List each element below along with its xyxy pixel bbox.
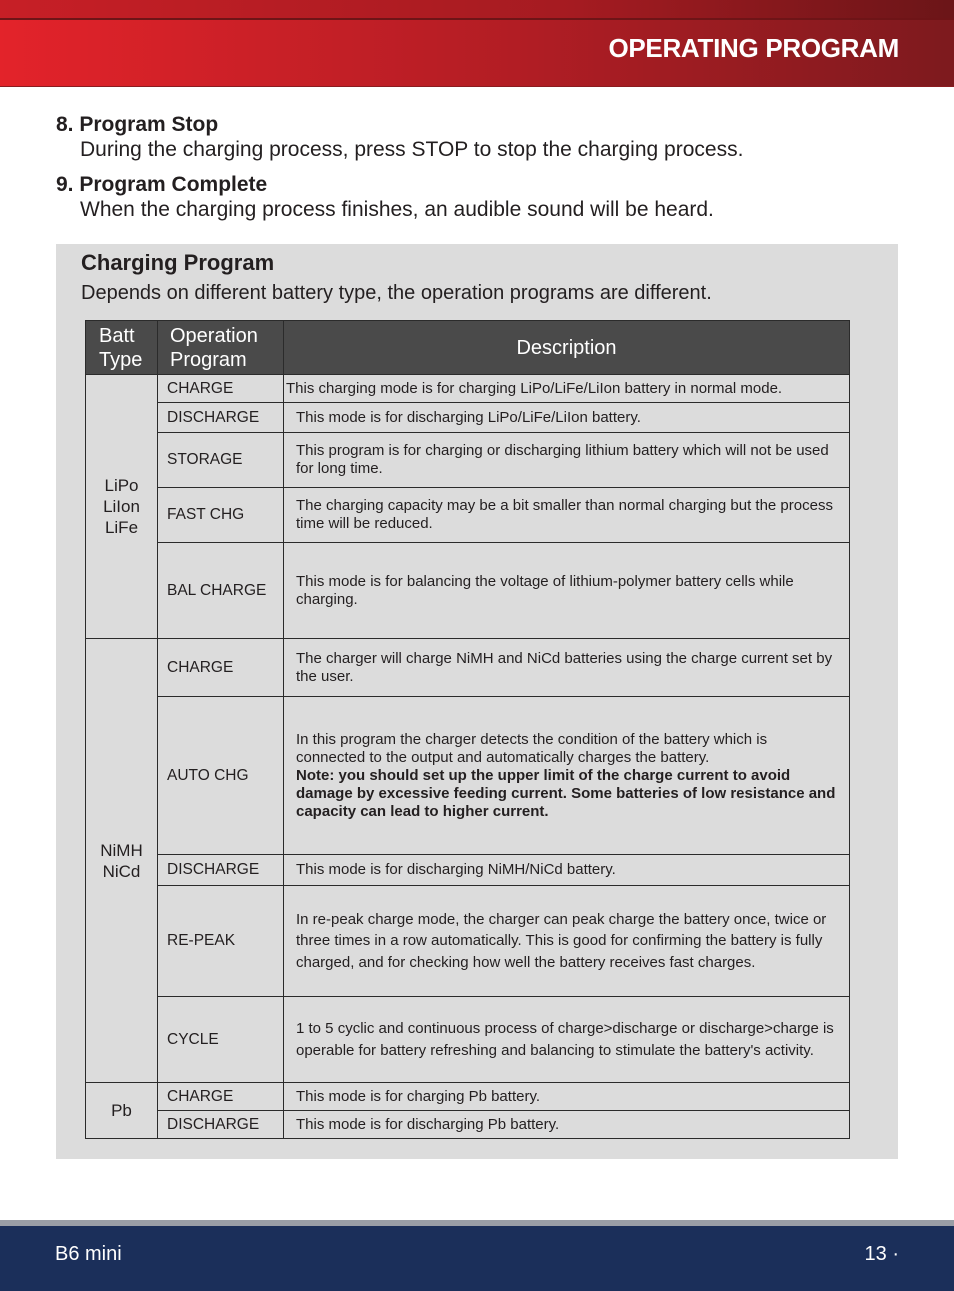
charging-program-panel — [56, 244, 898, 1159]
table-row — [86, 886, 850, 997]
section-program-complete — [56, 173, 714, 222]
header-description: Description — [284, 321, 850, 375]
table-row — [86, 488, 850, 543]
table-row — [86, 997, 850, 1083]
panel-title: Charging Program — [81, 250, 275, 275]
header-stripe — [0, 0, 954, 20]
op-cell: DISCHARGE — [158, 1111, 284, 1139]
section-text: During the charging process, press STOP to stop the charging process. — [80, 138, 744, 161]
panel-subtitle: Depends on different battery type, the operation programs are different. — [81, 282, 712, 304]
desc-cell: 1 to 5 cyclic and continuous process of charge>discharge or discharge>charge is operable for battery refreshing and balancing to stimulate the battery's activity. — [284, 997, 850, 1083]
op-cell: STORAGE — [158, 433, 284, 488]
table-row — [86, 1083, 850, 1111]
table-row — [86, 639, 850, 697]
table-row — [86, 697, 850, 855]
header-batt-type: Batt Type — [86, 321, 158, 375]
table-row — [86, 855, 850, 886]
batt-type-nickel: NiMH NiCd — [86, 639, 158, 1083]
desc-cell: This mode is for discharging Pb battery. — [284, 1111, 850, 1139]
table-row — [86, 375, 850, 403]
page-header — [0, 0, 954, 87]
charging-program-table — [85, 320, 850, 1139]
desc-cell: The charger will charge NiMH and NiCd batteries using the charge current set by the user. — [284, 639, 850, 697]
table-row — [86, 543, 850, 639]
table-row — [86, 1111, 850, 1139]
op-cell: DISCHARGE — [158, 403, 284, 433]
op-cell: AUTO CHG — [158, 697, 284, 855]
op-cell: CYCLE — [158, 997, 284, 1083]
op-cell: CHARGE — [158, 375, 284, 403]
batt-type-lithium: LiPo LiIon LiFe — [86, 375, 158, 639]
op-cell: FAST CHG — [158, 488, 284, 543]
desc-cell: This mode is for discharging NiMH/NiCd battery. — [284, 855, 850, 886]
batt-type-lead: Pb — [86, 1083, 158, 1139]
desc-note: Note: you should set up the upper limit of the charge current to avoid damage by excessive feeding current. Some batteries of low resistance and capacity can lead to higher current. — [296, 766, 836, 820]
op-cell: CHARGE — [158, 639, 284, 697]
desc-cell: In re-peak charge mode, the charger can peak charge the battery once, twice or three times in a row automatically. This is good for confirming the battery is fully charged, and for checking how well the battery receives fast charges. — [284, 886, 850, 997]
section-heading: 8. Program Stop — [56, 113, 219, 136]
desc-cell — [284, 697, 850, 855]
op-cell: RE-PEAK — [158, 886, 284, 997]
op-cell: DISCHARGE — [158, 855, 284, 886]
section-text: When the charging process finishes, an audible sound will be heard. — [80, 198, 714, 221]
page-number: 13 · — [864, 1243, 899, 1265]
footer-model: B6 mini — [55, 1243, 122, 1265]
op-cell: CHARGE — [158, 1083, 284, 1111]
desc-cell: This mode is for discharging LiPo/LiFe/LiIon battery. — [284, 403, 850, 433]
section-heading: 9. Program Complete — [56, 173, 268, 196]
desc-cell: This mode is for charging Pb battery. — [284, 1083, 850, 1111]
section-program-stop — [56, 113, 743, 162]
page-title: OPERATING PROGRAM — [608, 33, 899, 63]
table-row — [86, 403, 850, 433]
desc-cell: This charging mode is for charging LiPo/LiFe/LiIon battery in normal mode. — [284, 375, 850, 403]
page-footer — [0, 1220, 954, 1291]
desc-cell: This mode is for balancing the voltage of lithium-polymer battery cells while charging. — [284, 543, 850, 639]
table-row — [86, 433, 850, 488]
desc-cell: This program is for charging or discharging lithium battery which will not be used for long time. — [284, 433, 850, 488]
op-cell: BAL CHARGE — [158, 543, 284, 639]
header-operation-program: Operation Program — [158, 321, 284, 375]
table-header-row — [86, 321, 850, 375]
desc-text: In this program the charger detects the condition of the battery which is connected to the output and automatically charges the battery. — [296, 730, 768, 766]
desc-cell: The charging capacity may be a bit smaller than normal charging but the process time will be reduced. — [284, 488, 850, 543]
